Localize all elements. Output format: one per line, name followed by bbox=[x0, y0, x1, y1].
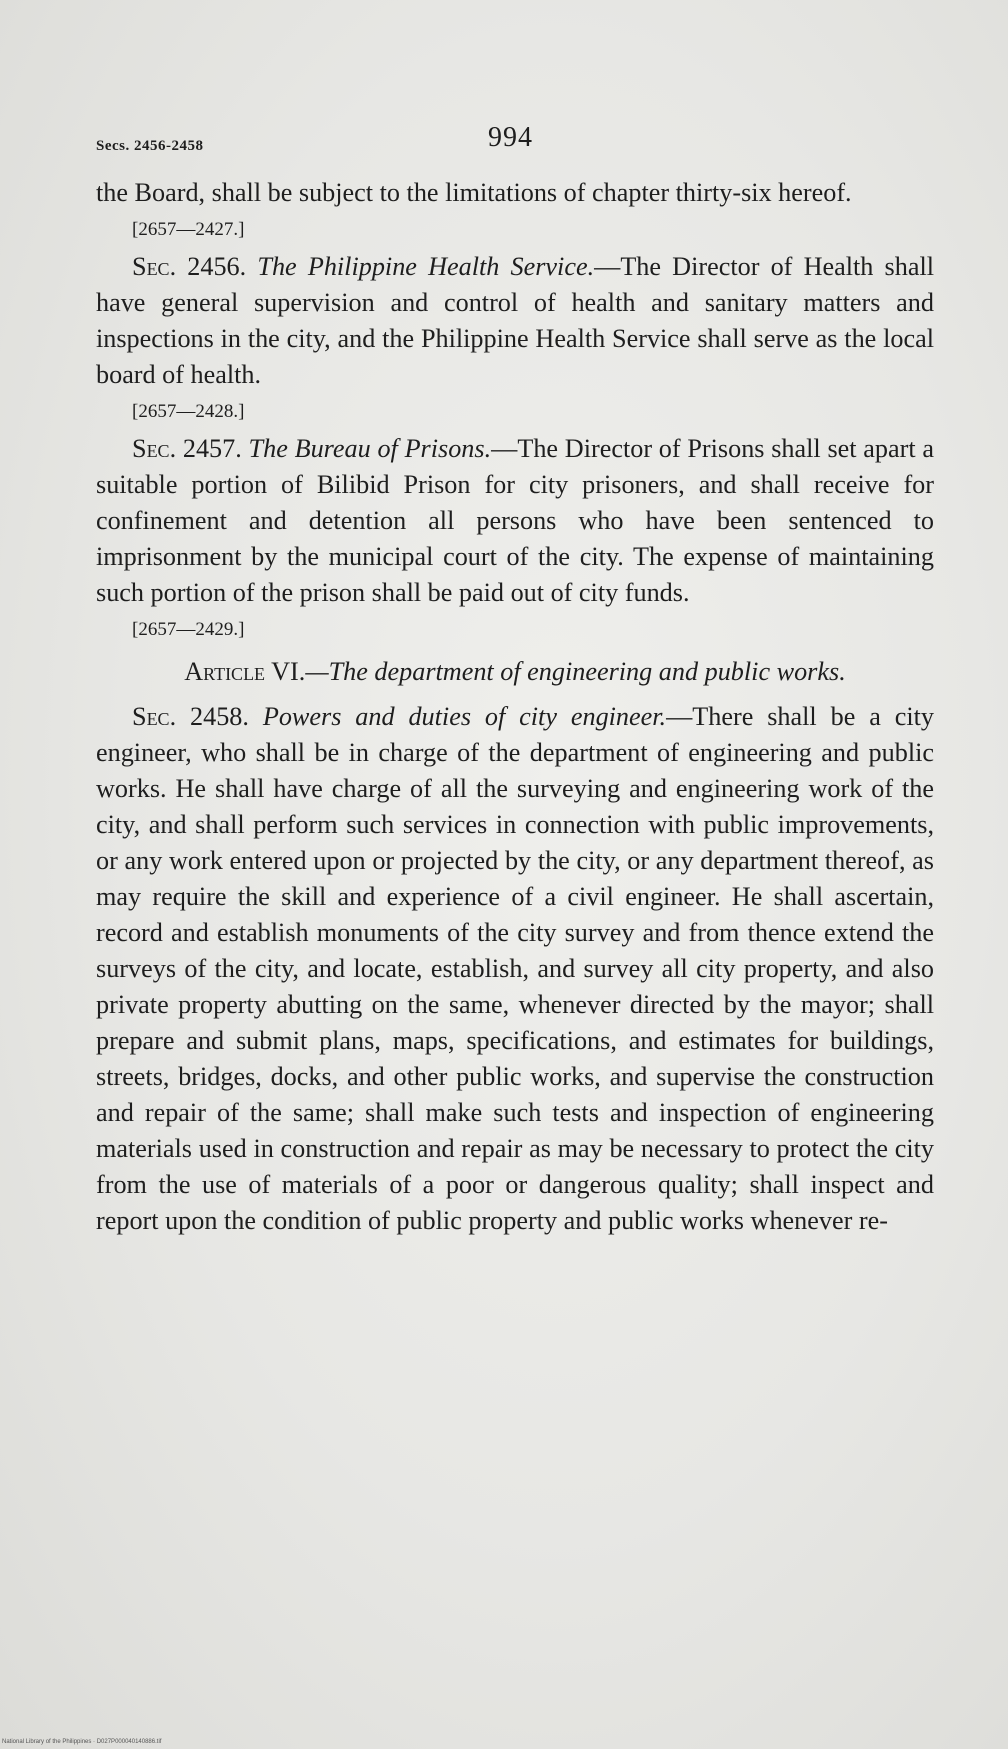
section-label: Sec. 2456. bbox=[132, 252, 247, 281]
section-label: Sec. 2457. bbox=[132, 434, 242, 463]
body-text bbox=[96, 175, 934, 1239]
citation: [2657—2427.] bbox=[132, 219, 245, 240]
section-text: —The Director of Prisons shall set apart a suitable portion of Bilibid Prison for city prisoners, and shall receive for confinement and detention all persons who have been sentenced to imprisonment by the municipal court of the city. The expense of maintaining such portion of the prison shall be paid out of city funds. bbox=[96, 434, 934, 607]
article-label: Article VI. bbox=[184, 657, 306, 686]
article-heading bbox=[96, 655, 934, 689]
section-title: The Philippine Health Service. bbox=[257, 252, 595, 281]
section-text: —The Director of Health shall have general supervision and control of health and sanitary matters and inspections in the city, and the Philippine Health Service shall serve as the local board of health. bbox=[96, 252, 934, 389]
page-header bbox=[96, 122, 930, 162]
scan-footer-note: National Library of the Philippines · D027P000040140886.tif bbox=[2, 1739, 162, 1745]
page-number: 994 bbox=[488, 122, 533, 153]
section-title: The Bureau of Prisons. bbox=[248, 434, 492, 463]
citation: [2657—2429.] bbox=[132, 619, 245, 640]
section-2457 bbox=[96, 431, 934, 611]
article-title: —The department of engineering and public works. bbox=[305, 657, 846, 686]
citation: [2657—2428.] bbox=[132, 401, 245, 422]
section-2456 bbox=[96, 249, 934, 393]
section-title: Powers and duties of city engineer. bbox=[262, 702, 667, 731]
opening-paragraph: the Board, shall be subject to the limitations of chapter thirty-six hereof. bbox=[96, 178, 852, 207]
section-2458 bbox=[96, 699, 934, 1239]
section-range: Secs. 2456-2458 bbox=[96, 138, 204, 154]
section-text: —There shall be a city engineer, who shall be in charge of the department of engineering and public works. He shall have charge of all the surveying and engineering work of the city, and shall perform such services in connection with public improvements, or any work entered upon or projected by the city, or any department thereof, as may require the skill and experience of a civil engineer. He shall ascertain, record and establish monuments of the city survey and from thence extend the surveys of the city, and locate, establish, and survey all city property, and also private property abutting on the same, whenever directed by the mayor; shall prepare and submit plans, maps, specifications, and estimates for buildings, streets, bridges, docks, and other public works, and supervise the construction and repair of the same; shall make such tests and inspection of engineering materials used in construction and repair as may be necessary to protect the city from the use of materials of a poor or dangerous quality; shall inspect and report upon the condition of public property and public works whenever re- bbox=[96, 702, 934, 1235]
section-label: Sec. 2458. bbox=[132, 702, 249, 731]
